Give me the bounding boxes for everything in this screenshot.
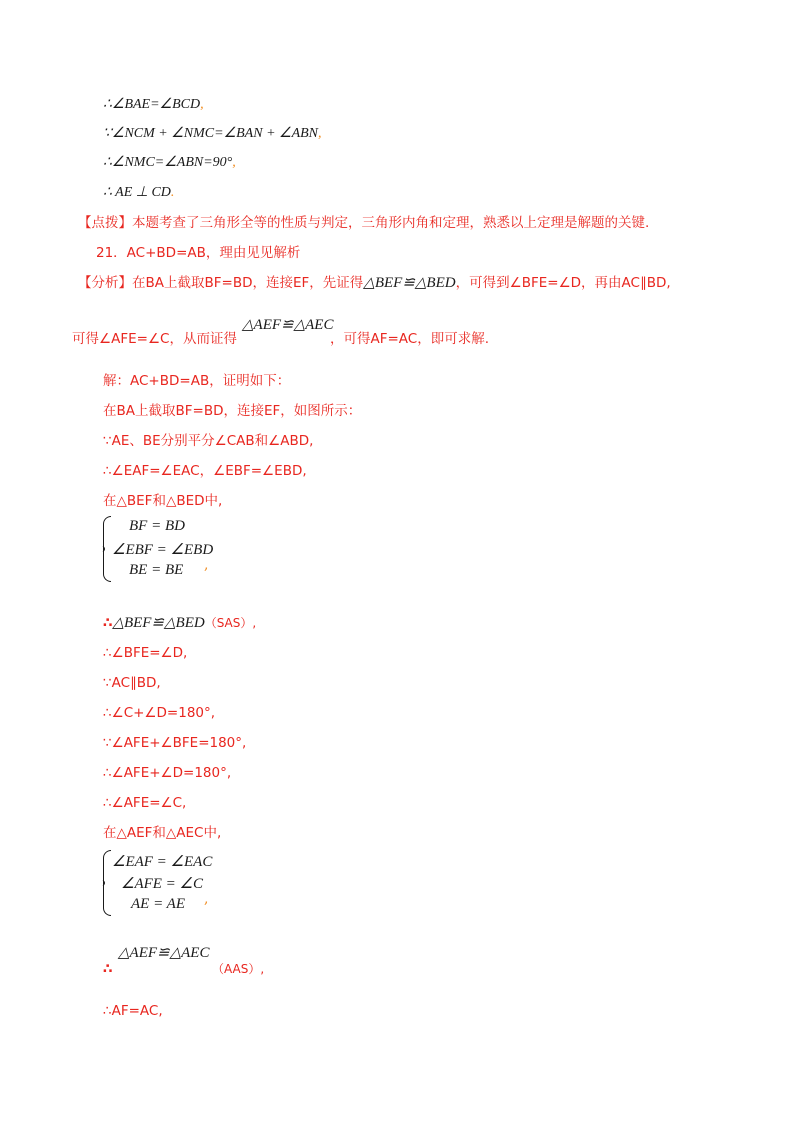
line-nmc-90	[103, 154, 236, 172]
dianbo-text: 本题考查了三角形全等的性质与判定，三角形内角和定理，熟悉以上定理是解题的关键.	[132, 215, 650, 231]
aas-label	[212, 960, 264, 978]
sol-line-12	[103, 794, 186, 812]
aas-therefore	[103, 960, 112, 978]
sol-line-3	[103, 432, 313, 450]
text: ∴AF=AC,	[103, 1003, 163, 1019]
q21-title	[96, 244, 300, 262]
fenxi-b2: ，可得AF=AC，即可求解.	[330, 331, 490, 347]
text: ∵∠NCM + ∠NMC=∠BAN + ∠ABN	[103, 126, 319, 141]
text: 在△BEF和△BED中,	[103, 493, 223, 509]
text: ∵∠AFE+∠BFE=180°,	[103, 735, 247, 751]
text: △AEF≌△AEC	[118, 945, 210, 961]
text: （AAS）,	[212, 962, 265, 976]
sol-line-10	[103, 734, 246, 752]
text: ∴∠AFE=∠C,	[103, 795, 187, 811]
dianbo-tag: 【点拨】	[78, 215, 132, 231]
sol-line-6	[103, 614, 256, 632]
text: ∴ AE ⊥ CD	[103, 185, 171, 200]
system-row: ∠EAF = ∠EAC	[112, 854, 213, 870]
q21-text: 21．AC+BD=AB，理由见见解析	[96, 245, 301, 261]
text: ∴∠C+∠D=180°,	[103, 705, 216, 721]
sol-line-2	[103, 402, 361, 420]
fenxi-a-triangles: △BEF≌△BED	[363, 275, 456, 291]
comma: ,	[200, 97, 204, 112]
period: .	[170, 185, 175, 200]
sol-line-13	[103, 824, 221, 842]
comma: ,	[318, 126, 322, 141]
system-row: BE = BE	[129, 562, 184, 578]
sol-line-4	[103, 462, 307, 480]
line-angle-sum	[103, 125, 322, 143]
text: 解：AC+BD=AB，证明如下：	[103, 373, 291, 389]
system-row: BF = BD	[129, 518, 185, 534]
system-row: ∠AFE = ∠C	[121, 876, 204, 892]
comma: ,	[204, 891, 209, 907]
aas-triangles	[118, 944, 209, 962]
comma: ,	[204, 557, 209, 573]
system-row: ∠EBF = ∠EBD	[112, 542, 214, 558]
sol-line-5	[103, 492, 222, 510]
text: ∵AE、BE分别平分∠CAB和∠ABD,	[103, 433, 314, 449]
text: ∴∠NMC=∠ABN=90°	[103, 155, 233, 170]
text: ∴∠BAE=∠BCD	[103, 97, 201, 112]
fenxi-line-2	[72, 330, 237, 348]
text: △AEF≌△AEC	[242, 317, 334, 333]
triangles: △BEF≌△BED	[112, 615, 205, 631]
comma: ,	[232, 155, 236, 170]
sol-line-1	[103, 372, 290, 390]
sol-line-15	[103, 1002, 163, 1020]
sol-line-7	[103, 644, 187, 662]
sol-line-8	[103, 674, 161, 692]
line-bae-bcd	[103, 96, 204, 114]
sol-line-11	[103, 764, 231, 782]
text: ∵AC∥BD,	[103, 675, 161, 691]
sas: （SAS）,	[204, 616, 257, 630]
text: ∴∠AFE+∠D=180°,	[103, 765, 232, 781]
text: ∴∠EAF=∠EAC，∠EBF=∠EBD,	[103, 463, 307, 479]
text: 在△AEF和△AEC中,	[103, 825, 222, 841]
therefore: ∴	[103, 615, 113, 631]
fenxi-line-1	[78, 274, 671, 292]
left-brace	[103, 850, 111, 916]
system-row: AE = AE	[131, 896, 186, 912]
dianbo-line	[78, 214, 649, 232]
fenxi-line-2b	[330, 330, 489, 348]
text: ∴∠BFE=∠D,	[103, 645, 188, 661]
text: ∴	[103, 961, 113, 977]
left-brace	[103, 516, 111, 582]
fenxi-a: 在BA上截取BF=BD，连接EF，先证得	[132, 275, 364, 291]
fenxi-b-triangles	[242, 316, 333, 334]
line-ae-perp-cd	[103, 184, 174, 202]
text: 在BA上截取BF=BD，连接EF，如图所示：	[103, 403, 362, 419]
fenxi-a2: ，可得到∠BFE=∠D，再由AC∥BD,	[455, 275, 671, 291]
fenxi-b1: 可得∠AFE=∠C，从而证得	[72, 331, 237, 347]
fenxi-tag: 【分析】	[78, 275, 132, 291]
sol-line-9	[103, 704, 215, 722]
